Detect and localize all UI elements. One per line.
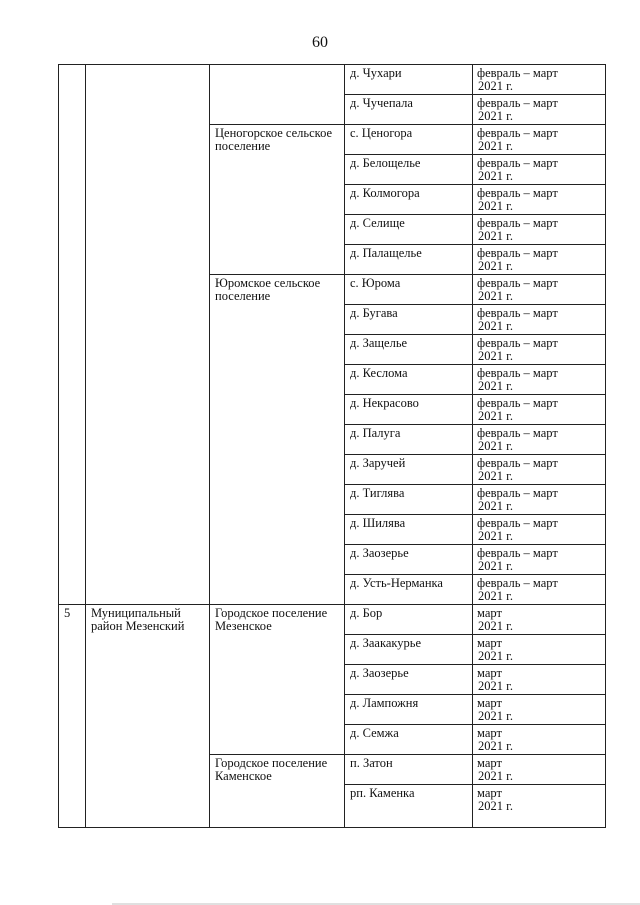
period-year: 2021 г. [478,499,513,513]
period-year: 2021 г. [478,469,513,483]
period-months: февраль – март [477,156,558,170]
period-year: 2021 г. [478,559,513,573]
period-year: 2021 г. [478,289,513,303]
period-cell [473,65,606,95]
period-cell [473,155,606,185]
period-cell [473,95,606,125]
period-year: 2021 г. [478,199,513,213]
period-year: 2021 г. [478,109,513,123]
settlement-cell: Городское поселение Каменское [210,755,345,828]
locality-cell: д. Заозерье [345,545,473,575]
period-months: февраль – март [477,306,558,320]
period-year: 2021 г. [478,79,513,93]
period-months: февраль – март [477,576,558,590]
period-months: февраль – март [477,396,558,410]
district-cell [86,65,210,605]
period-year: 2021 г. [478,439,513,453]
period-months: февраль – март [477,246,558,260]
locality-cell: д. Селище [345,215,473,245]
locality-cell: д. Кеслома [345,365,473,395]
locality-cell: с. Ценогора [345,125,473,155]
locality-cell: д. Бор [345,605,473,635]
settlement-cell: Городское поселение Мезенское [210,605,345,755]
period-months: февраль – март [477,66,558,80]
locality-cell: д. Некрасово [345,395,473,425]
locality-cell: п. Затон [345,755,473,785]
locality-cell: д. Заручей [345,455,473,485]
row-number-cell: 5 [59,605,86,828]
page-number: 60 [312,34,328,51]
period-year: 2021 г. [478,409,513,423]
period-cell [473,785,606,828]
period-months: февраль – март [477,546,558,560]
table-row [59,605,606,635]
period-months: февраль – март [477,216,558,230]
period-year: 2021 г. [478,739,513,753]
settlement-cell [210,65,345,125]
period-months: март [477,696,502,710]
schedule-table [58,64,606,828]
period-year: 2021 г. [478,589,513,603]
period-year: 2021 г. [478,259,513,273]
period-months: март [477,666,502,680]
locality-cell: д. Палуга [345,425,473,455]
period-cell [473,545,606,575]
period-year: 2021 г. [478,799,513,813]
period-year: 2021 г. [478,709,513,723]
period-months: февраль – март [477,456,558,470]
period-year: 2021 г. [478,139,513,153]
period-year: 2021 г. [478,679,513,693]
period-months: февраль – март [477,426,558,440]
period-cell [473,725,606,755]
period-year: 2021 г. [478,379,513,393]
period-months: февраль – март [477,186,558,200]
period-cell [473,185,606,215]
period-year: 2021 г. [478,529,513,543]
table-row [59,65,606,95]
period-months: февраль – март [477,516,558,530]
period-cell [473,425,606,455]
period-cell [473,605,606,635]
period-cell [473,305,606,335]
period-months: февраль – март [477,336,558,350]
period-year: 2021 г. [478,619,513,633]
period-months: март [477,786,502,800]
period-cell [473,335,606,365]
locality-cell: д. Тиглява [345,485,473,515]
period-cell [473,365,606,395]
locality-cell: д. Палащелье [345,245,473,275]
settlement-cell: Ценогорское сельское поселение [210,125,345,275]
period-months: март [477,636,502,650]
locality-cell: д. Чухари [345,65,473,95]
period-months: февраль – март [477,276,558,290]
locality-cell: д. Защелье [345,335,473,365]
locality-cell: д. Бугава [345,305,473,335]
locality-cell: д. Шилява [345,515,473,545]
period-months: март [477,606,502,620]
locality-cell: д. Чучепала [345,95,473,125]
period-cell [473,215,606,245]
period-cell [473,245,606,275]
locality-cell: д. Заозерье [345,665,473,695]
period-year: 2021 г. [478,319,513,333]
period-cell [473,515,606,545]
period-cell [473,125,606,155]
locality-cell: д. Лампожня [345,695,473,725]
period-cell [473,695,606,725]
period-cell [473,395,606,425]
period-cell [473,665,606,695]
locality-cell: д. Заакакурье [345,635,473,665]
period-year: 2021 г. [478,169,513,183]
period-months: март [477,726,502,740]
locality-cell: д. Колмогора [345,185,473,215]
locality-cell: рп. Каменка [345,785,473,828]
district-cell: Муниципальный район Мезенский [86,605,210,828]
period-cell [473,455,606,485]
period-months: февраль – март [477,126,558,140]
locality-cell: с. Юрома [345,275,473,305]
period-cell [473,755,606,785]
period-months: март [477,756,502,770]
period-year: 2021 г. [478,769,513,783]
row-number-cell [59,65,86,605]
locality-cell: д. Усть-Нерманка [345,575,473,605]
period-cell [473,275,606,305]
period-cell [473,485,606,515]
period-cell [473,635,606,665]
locality-cell: д. Белощелье [345,155,473,185]
schedule-table-body [59,65,606,828]
period-year: 2021 г. [478,649,513,663]
period-months: февраль – март [477,366,558,380]
period-cell [473,575,606,605]
locality-cell: д. Семжа [345,725,473,755]
period-year: 2021 г. [478,229,513,243]
settlement-cell: Юромское сельское поселение [210,275,345,605]
period-year: 2021 г. [478,349,513,363]
period-months: февраль – март [477,486,558,500]
period-months: февраль – март [477,96,558,110]
